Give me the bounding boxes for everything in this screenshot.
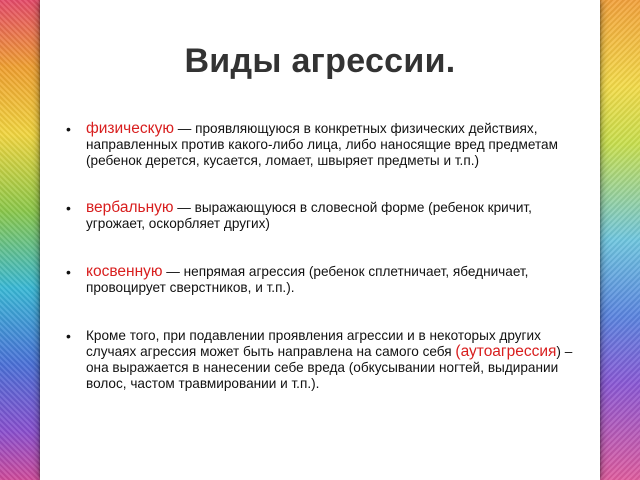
decorative-frame-right <box>600 0 640 480</box>
bullet-marker: • <box>66 200 71 216</box>
term-physical: физическую <box>86 120 174 137</box>
bullet-marker: • <box>66 264 71 280</box>
bullet-physical-text: — проявляющуюся в конкретных физических действиях, направленных против какого-либо лица, либо наносящие вред предметам (ребенок дерется, кусается, ломает, швыряет предметы и т.п.) <box>86 121 558 168</box>
term-autoaggression: (аутоагрессия <box>455 343 557 360</box>
term-indirect: косвенную <box>86 263 163 280</box>
bullet-physical <box>64 121 584 169</box>
slide-title-text: Виды агрессии <box>184 42 446 80</box>
bullet-verbal <box>64 200 584 232</box>
bullet-autoaggression-text-after: ) – она выражается в нанесении себе вреда (обкусывании ногтей, выдирании волос, частом травмировании и т.п.). <box>86 344 573 391</box>
term-verbal: вербальную <box>86 199 174 216</box>
slide-title-period: . <box>445 42 456 80</box>
bullet-marker: • <box>66 328 71 344</box>
bullet-autoaggression <box>64 328 584 392</box>
bullet-marker: • <box>66 121 71 137</box>
slide-title <box>40 42 600 81</box>
bullet-autoaggression-text-before: Кроме того, при подавлении проявления агрессии и в некоторых других случаях агрессия может быть направлена на самого себя <box>86 328 541 359</box>
bullet-indirect-text: — непрямая агрессия (ребенок сплетничает, ябедничает, провоцирует сверстников, и т.п.). <box>86 264 529 295</box>
slide <box>40 0 600 480</box>
bullet-verbal-text: — выражающуюся в словесной форме (ребенок кричит, угрожает, оскорбляет других) <box>86 200 532 231</box>
bullet-indirect <box>64 264 584 296</box>
bullet-list <box>64 121 584 392</box>
